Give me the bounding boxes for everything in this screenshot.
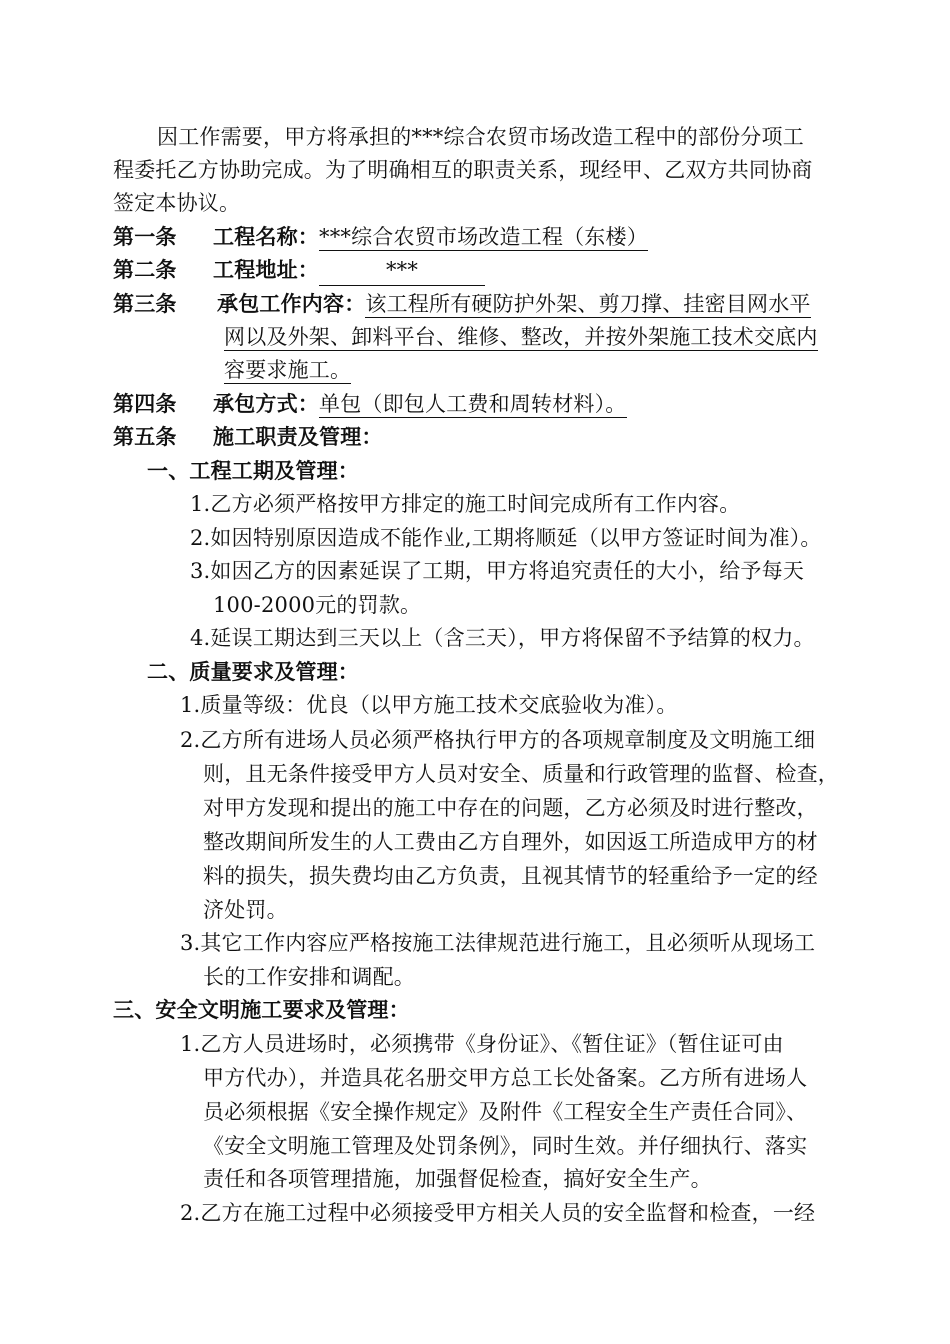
- article-2: [113, 256, 485, 284]
- section-3-item-1-cont-3: 《安全文明施工管理及处罚条例》，同时生效。并仔细执行、落实: [203, 1134, 808, 1158]
- section-2-item-2-cont-4: 料的损失，损失费均由乙方负责，且视其情节的轻重给予一定的经: [203, 864, 818, 888]
- section-2-item-3-cont: 长的工作安排和调配。: [203, 965, 415, 989]
- section-3-item-1-cont-1: 甲方代办），并造具花名册交甲方总工长处备案。乙方所有进场人: [203, 1066, 808, 1090]
- article-4-number: 第四条: [113, 391, 177, 416]
- intro-line-2: 程委托乙方协助完成。为了明确相互的职责关系，现经甲、乙双方共同协商: [113, 158, 813, 182]
- section-3-item-1: 1.乙方人员进场时，必须携带《身份证》、《暂住证》（暂住证可由: [180, 1032, 784, 1056]
- section-1-item-3-cont: 100-2000元的罚款。: [213, 593, 422, 617]
- article-2-number: 第二条: [113, 257, 177, 282]
- section-1-item-4: 4.延误工期达到三天以上（含三天），甲方将保留不予结算的权力。: [190, 626, 815, 650]
- section-2-item-3: 3.其它工作内容应严格按施工法律规范进行施工，且必须听从现场工: [180, 931, 816, 955]
- article-3: [113, 290, 811, 318]
- article-1-number: 第一条: [113, 224, 177, 249]
- article-3-cont-3: [224, 356, 351, 384]
- article-4-label: 承包方式：: [213, 391, 319, 416]
- section-1-item-1: 1.乙方必须严格按甲方排定的施工时间完成所有工作内容。: [190, 492, 741, 516]
- article-1-value: ***综合农贸市场改造工程（东楼）: [319, 225, 648, 249]
- article-1-label: 工程名称：: [213, 224, 319, 249]
- section-2-item-1: 1.质量等级：优良（以甲方施工技术交底验收为准）。: [180, 693, 678, 717]
- article-3-line-2: 网以及外架、卸料平台、维修、整改，并按外架施工技术交底内: [224, 325, 818, 349]
- article-2-value: ***: [319, 256, 485, 286]
- section-2-item-2-cont-2: 对甲方发现和提出的施工中存在的问题，乙方必须及时进行整改，: [203, 796, 818, 820]
- article-1: [113, 223, 648, 251]
- article-3-label: 承包工作内容：: [217, 291, 366, 316]
- section-2-item-2-cont-1: 则，且无条件接受甲方人员对安全、质量和行政管理的监督、检查，: [203, 762, 839, 786]
- section-2-item-2-cont-3: 整改期间所发生的人工费由乙方自理外，如因返工所造成甲方的材: [203, 830, 818, 854]
- section-3-item-1-cont-4: 责任和各项管理措施，加强督促检查，搞好安全生产。: [203, 1167, 712, 1191]
- section-1-item-2: 2.如因特别原因造成不能作业,工期将顺延（以甲方签证时间为准）。: [190, 526, 822, 550]
- section-1-title: 一、工程工期及管理：: [147, 458, 359, 483]
- section-2-item-2-cont-5: 济处罚。: [203, 898, 288, 922]
- section-2-item-2: 2.乙方所有进场人员必须严格执行甲方的各项规章制度及文明施工细: [180, 728, 816, 752]
- section-3-item-2: 2.乙方在施工过程中必须接受甲方相关人员的安全监督和检查，一经: [180, 1201, 816, 1225]
- article-3-number: 第三条: [113, 291, 177, 316]
- article-3-line-1: 该工程所有硬防护外架、剪刀撑、挂密目网水平: [365, 292, 811, 316]
- intro-line-1: 因工作需要，甲方将承担的***综合农贸市场改造工程中的部份分项工: [157, 125, 804, 149]
- article-5: [113, 423, 383, 451]
- article-3-line-3: 容要求施工。: [224, 358, 352, 382]
- article-4-value: 单包（即包人工费和周转材料）。: [319, 392, 627, 416]
- intro-line-3: 签定本协议。: [113, 191, 241, 215]
- section-1-item-3: 3.如因乙方的因素延误了工期，甲方将追究责任的大小，给予每天: [190, 559, 805, 583]
- article-2-label: 工程地址：: [213, 257, 319, 282]
- article-5-number: 第五条: [113, 424, 177, 449]
- article-3-cont-2: [224, 323, 818, 351]
- article-4: [113, 390, 627, 418]
- section-3-title: 三、安全文明施工要求及管理：: [113, 997, 410, 1022]
- section-2-title: 二、质量要求及管理：: [147, 659, 359, 684]
- article-5-label: 施工职责及管理：: [213, 424, 383, 449]
- section-3-item-1-cont-2: 员必须根据《安全操作规定》及附件《工程安全生产责任合同》、: [203, 1100, 808, 1124]
